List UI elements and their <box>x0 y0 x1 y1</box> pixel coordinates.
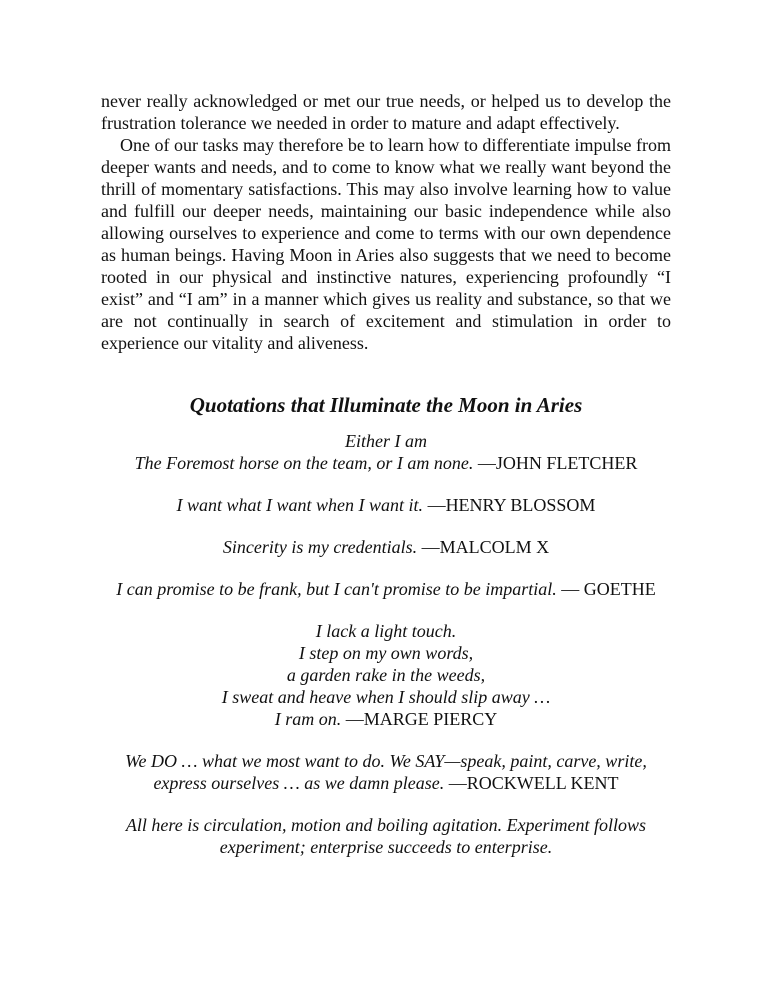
quotation <box>101 620 671 730</box>
body-paragraph: never really acknowledged or met our true needs, or helped us to develop the frustration tolerance we needed in order to mature and adapt effectively. <box>101 91 671 133</box>
quote-line: experiment; enterprise succeeds to enterprise. <box>219 837 553 857</box>
quote-line: I ram on. <box>274 709 342 729</box>
quotation <box>101 494 671 516</box>
quote-line: I can promise to be frank, but I can't promise to be impartial. <box>116 579 557 599</box>
section-heading: Quotations that Illuminate the Moon in Aries <box>189 393 583 417</box>
quote-author: —MARGE PIERCY <box>341 709 498 729</box>
quote-line: express ourselves … as we damn please. <box>153 773 445 793</box>
quotation <box>101 578 671 600</box>
body-paragraph: One of our tasks may therefore be to learn how to differentiate impulse from deeper wants and needs, and to come to know what we really want beyond the thrill of momentary satisfactions. This may also involve learning how to value and fulfill our deeper needs, maintaining our basic independence while also allowing ourselves to experience and come to terms with our own dependence as human beings. Having Moon in Aries also suggests that we need to become rooted in our physical and instinctive natures, experiencing profoundly “I exist” and “I am” in a manner which gives us reality and substance, so that we are not continually in search of excitement and stimulation in order to experience our vitality and aliveness. <box>101 135 671 353</box>
quote-line: a garden rake in the weeds, <box>286 665 486 685</box>
quote-line: I lack a light touch. <box>315 621 457 641</box>
quote-line: All here is circulation, motion and boiling agitation. Experiment follows <box>125 815 647 835</box>
quote-author: —JOHN FLETCHER <box>473 453 638 473</box>
quote-line: Either I am <box>345 431 427 451</box>
quotation <box>101 814 671 858</box>
quotations-list <box>101 430 671 858</box>
quote-line: We DO … what we most want to do. We SAY—speak, paint, carve, write, <box>125 751 647 771</box>
quote-line: I sweat and heave when I should slip away … <box>221 687 551 707</box>
quote-line: The Foremost horse on the team, or I am none. <box>134 453 474 473</box>
quote-author: —HENRY BLOSSOM <box>423 495 596 515</box>
quote-line: I step on my own words, <box>298 643 474 663</box>
quote-author: — GOETHE <box>556 579 656 599</box>
quote-line: I want what I want when I want it. <box>176 495 424 515</box>
page-content <box>101 90 671 878</box>
quote-line: Sincerity is my credentials. <box>222 537 418 557</box>
quote-author: —MALCOLM X <box>417 537 550 557</box>
quotation <box>101 750 671 794</box>
quote-author: —ROCKWELL KENT <box>444 773 619 793</box>
quotation <box>101 536 671 558</box>
quotation <box>101 430 671 474</box>
